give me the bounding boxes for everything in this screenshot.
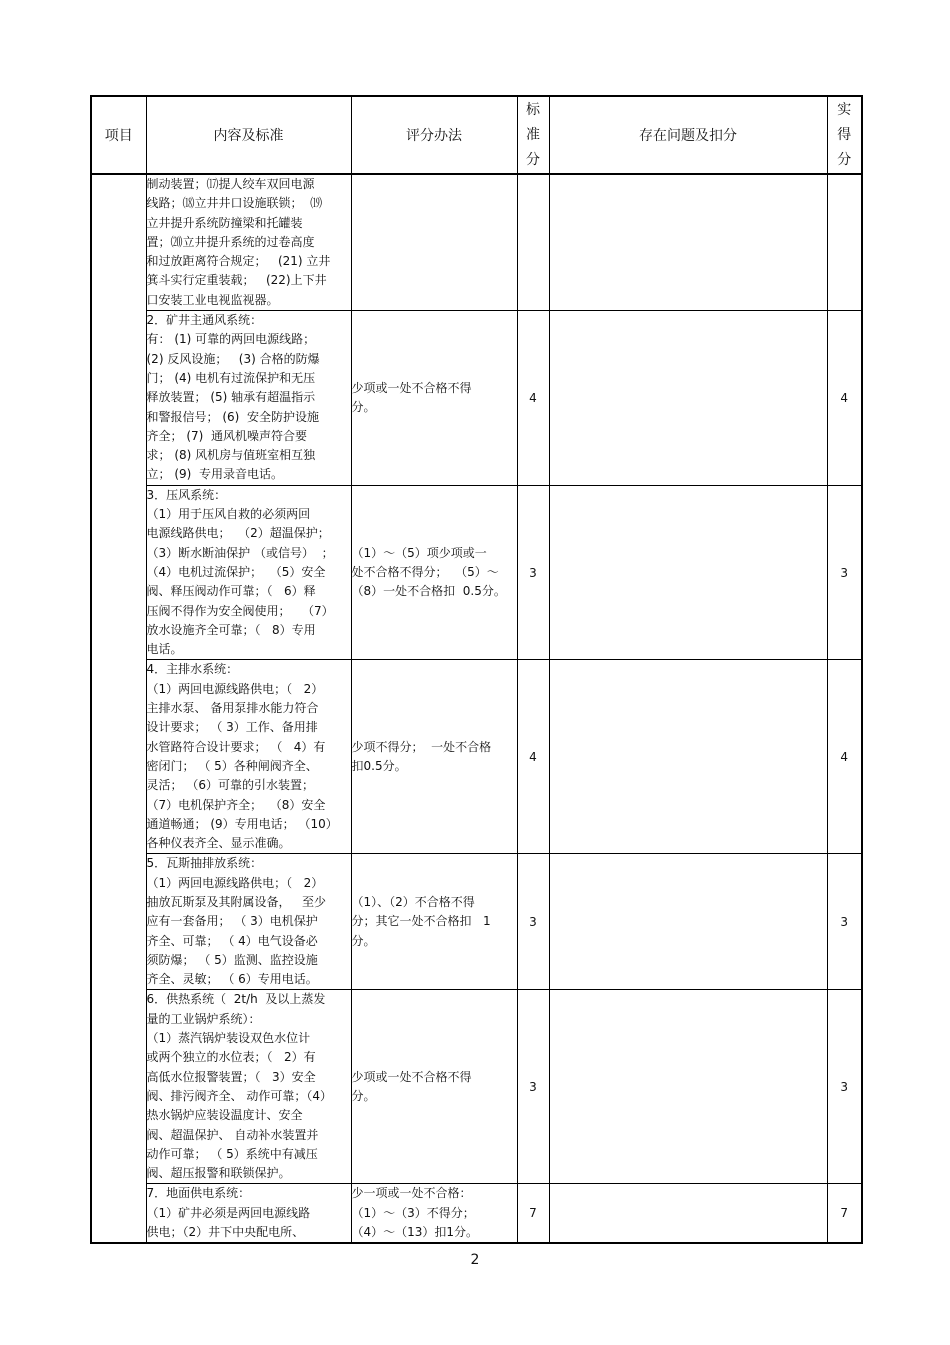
table-row (91, 660, 862, 854)
content-cell: 3．压风系统： （1）用于压风自救的必须两回 电源线路供电； （2）超温保护； （3）断水断油保护 （或信号） ； （4）电机过流保护； （5）安全 阀、释压阀动作可靠；（ 6）释 压阀不得作为安全阀使用； （7） 放水设施齐全可靠；（ 8）专用 电话。 (146, 485, 351, 660)
actual-score-cell: 4 (827, 311, 862, 486)
content-cell: 6．供热系统（ 2t/h 及以上蒸发 量的工业锅炉系统）： （1）蒸汽锅炉装设双色水位计 或两个独立的水位表；（ 2）有 高低水位报警装置；（ 3）安全 阀、排污阀齐全、 动作可靠；（4） 热水锅炉应装设温度计、安全 阀、超温保护、 自动补水装置并 动作可靠； （ 5）系统中有减压 阀、超压报警和联锁保护。 (146, 990, 351, 1184)
method-cell: （1）～（5）项少项或一 处不合格不得分； （5）～ （8）一处不合格扣 0.5分。 (351, 485, 517, 660)
table-header-row (91, 96, 862, 174)
content-cell: 7．地面供电系统： （1）矿井必须是两回电源线路 供电；（2）井下中央配电所、 (146, 1184, 351, 1243)
header-standard-score-char: 分 (526, 151, 540, 168)
table-row (91, 174, 862, 311)
header-actual-score-char: 得 (837, 126, 852, 143)
table-row (91, 1184, 862, 1243)
table-row (91, 311, 862, 486)
method-cell (351, 174, 517, 311)
issues-cell (549, 174, 827, 311)
table-row (91, 485, 862, 660)
method-cell: 少项或一处不合格不得 分。 (351, 990, 517, 1184)
content-cell: 5．瓦斯抽排放系统： （1）两回电源线路供电；（ 2） 抽放瓦斯泵及其附属设备， 至少 应有一套备用； （ 3）电机保护 齐全、可靠； （ 4）电气设备必 须防爆； （ 5）监测、监控设施 齐全、灵敏； （ 6）专用电话。 (146, 854, 351, 990)
standard-score-cell: 4 (517, 311, 549, 486)
issues-cell (549, 660, 827, 854)
standard-score-cell: 3 (517, 485, 549, 660)
actual-score-cell: 3 (827, 485, 862, 660)
issues-cell (549, 485, 827, 660)
method-cell: （1）、（2）不合格不得 分；其它一处不合格扣 1 分。 (351, 854, 517, 990)
header-content: 内容及标准 (146, 96, 351, 174)
header-issues: 存在问题及扣分 (549, 96, 827, 174)
header-method: 评分办法 (351, 96, 517, 174)
standard-score-cell: 3 (517, 990, 549, 1184)
header-actual-score-char: 实 (837, 101, 852, 118)
actual-score-cell: 7 (827, 1184, 862, 1243)
actual-score-cell: 3 (827, 854, 862, 990)
method-cell: 少一项或一处不合格： （1）～（3）不得分； （4）～（13）扣1分。 (351, 1184, 517, 1243)
actual-score-cell: 3 (827, 990, 862, 1184)
page-number: 2 (470, 1252, 480, 1268)
header-actual-score-char: 分 (837, 151, 852, 168)
standard-score-cell: 3 (517, 854, 549, 990)
content-cell: 2．矿井主通风系统： 有： (1) 可靠的两回电源线路； (2) 反风设施； (3) 合格的防爆 门； (4) 电机有过流保护和无压 释放装置； (5) 轴承有超温指示 和警报信号； (6) 安全防护设施 齐全； (7) 通风机噪声符合要 求； (8) 风机房与值班室相互独 立； (9) 专用录音电话。 (146, 311, 351, 486)
table-row (91, 990, 862, 1184)
standard-score-cell: 7 (517, 1184, 549, 1243)
content-cell: 4．主排水系统： （1）两回电源线路供电；（ 2） 主排水泵、 备用泵排水能力符合 设计要求； （ 3）工作、备用排 水管路符合设计要求； （ 4）有 密闭门； （ 5）各种闸阀齐全、 灵活； （6）可靠的引水装置； （7）电机保护齐全； （8）安全 通道畅通； (9）专用电话； （10） 各种仪表齐全、显示准确。 (146, 660, 351, 854)
actual-score-cell (827, 174, 862, 311)
issues-cell (549, 854, 827, 990)
issues-cell (549, 311, 827, 486)
actual-score-cell: 4 (827, 660, 862, 854)
header-item: 项目 (91, 96, 146, 174)
content-cell: 制动装置；⒄提人绞车双回电源 线路；⒅立井井口设施联锁； ⒆ 立井提升系统防撞梁和托罐装 置；⒇立井提升系统的过卷高度 和过放距离符合规定； (21) 立井 箕斗实行定重装载； (22)上下井 口安装工业电视监视器。 (146, 174, 351, 311)
table-row (91, 854, 862, 990)
scoring-table (90, 95, 863, 1244)
scoring-table-container (90, 95, 861, 1244)
standard-score-cell (517, 174, 549, 311)
item-cell (91, 174, 146, 1243)
header-standard-score (517, 96, 549, 174)
issues-cell (549, 990, 827, 1184)
method-cell: 少项不得分； 一处不合格 扣0.5分。 (351, 660, 517, 854)
standard-score-cell: 4 (517, 660, 549, 854)
header-standard-score-char: 准 (526, 126, 540, 143)
header-standard-score-char: 标 (526, 101, 540, 118)
issues-cell (549, 1184, 827, 1243)
header-actual-score (827, 96, 862, 174)
method-cell: 少项或一处不合格不得 分。 (351, 311, 517, 486)
